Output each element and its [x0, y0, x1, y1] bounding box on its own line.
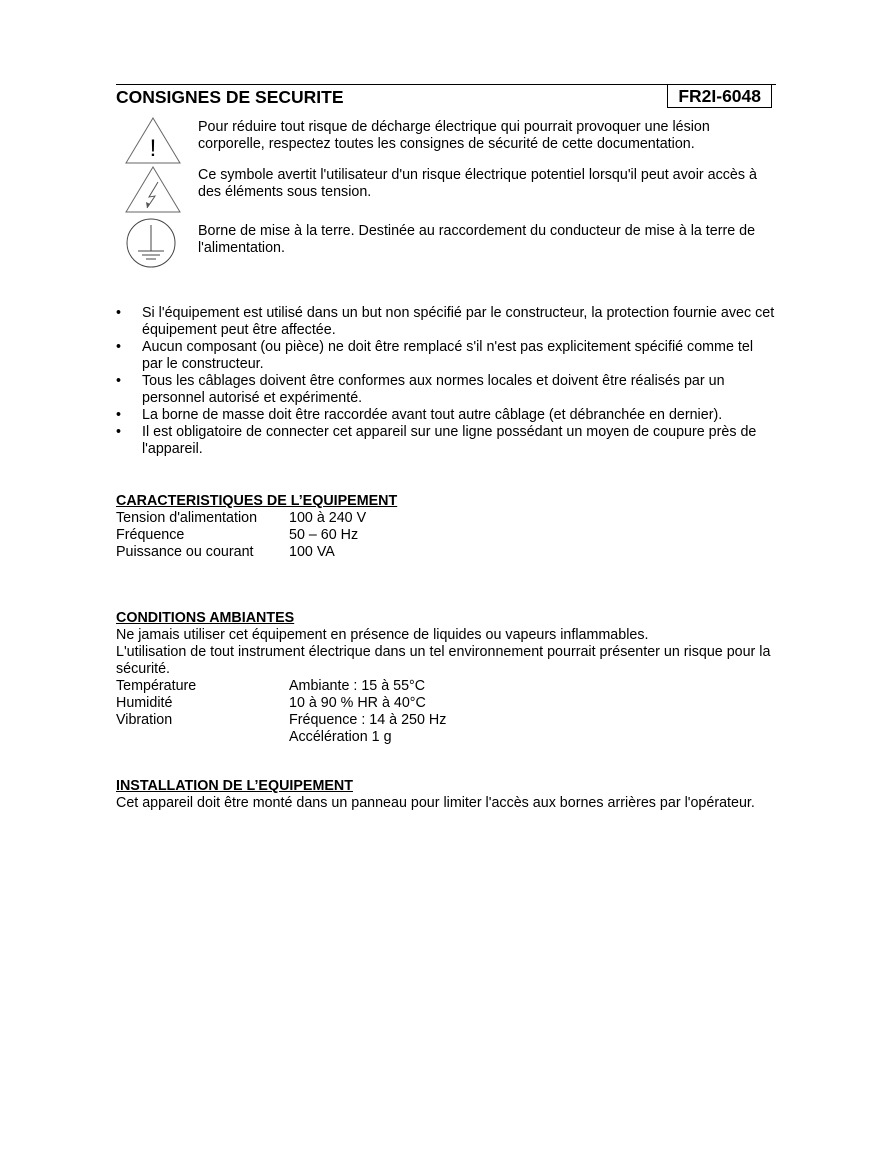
- document-page: [116, 84, 776, 811]
- paragraph: L'utilisation de tout instrument électrique dans un tel environnement pourrait présenter un risque pour la sécurité.: [116, 644, 771, 677]
- condition-row: Accélération 1 g: [289, 729, 392, 745]
- earth-ground-icon: [125, 217, 179, 273]
- electric-shock-text: Ce symbole avertit l'utilisateur d'un risque électrique potentiel lorsqu'il peut avoir accès à des éléments sous tension.: [198, 167, 757, 200]
- list-item: • Aucun composant (ou pièce) ne doit être remplacé s'il n'est pas explicitement spécifié comme tel par le constructeur.: [116, 339, 753, 372]
- paragraph: Ne jamais utiliser cet équipement en présence de liquides ou vapeurs inflammables.: [116, 627, 649, 643]
- condition-row: Température Ambiante : 15 à 55°C: [116, 678, 426, 694]
- list-item: • Si l'équipement est utilisé dans un but non spécifié par le constructeur, la protection fournie avec cet équipement peut être affectée.: [116, 305, 775, 338]
- condition-row: Vibration Fréquence : 14 à 250 Hz: [116, 712, 447, 728]
- list-item: • Il est obligatoire de connecter cet appareil sur une ligne possédant un moyen de coupure près de l'appareil.: [116, 424, 757, 457]
- page-header: [116, 84, 776, 109]
- earth-ground-text: Borne de mise à la terre. Destinée au raccordement du conducteur de mise à la terre de l'alimentation.: [198, 223, 756, 256]
- page-title: CONSIGNES DE SECURITE: [116, 87, 344, 107]
- spec-row: Fréquence 50 – 60 Hz: [116, 527, 359, 543]
- list-item: • La borne de masse doit être raccordée avant tout autre câblage (et débranchée en dernier).: [116, 407, 723, 423]
- conditions-section: [116, 610, 776, 746]
- svg-text:!: !: [149, 135, 157, 162]
- spec-row: Puissance ou courant 100 VA: [116, 544, 335, 560]
- electric-shock-icon: [124, 165, 182, 219]
- safety-symbols: [116, 119, 776, 279]
- warning-text: Pour réduire tout risque de décharge électrique qui pourrait provoquer une lésion corporelle, respectez toutes les consignes de sécurité de cette documentation.: [198, 119, 710, 152]
- section-heading: INSTALLATION DE L’EQUIPEMENT: [116, 778, 353, 794]
- list-item: • Tous les câblages doivent être conformes aux normes locales et doivent être réalisés par un personnel autorisé et expérimenté.: [116, 373, 725, 406]
- warning-icon: [124, 116, 182, 170]
- document-reference: FR2I-6048: [667, 85, 772, 108]
- spec-row: Tension d'alimentation 100 à 240 V: [116, 510, 367, 526]
- section-heading: CONDITIONS AMBIANTES: [116, 610, 295, 626]
- characteristics-section: [116, 493, 776, 561]
- safety-bullet-list: [116, 305, 776, 458]
- section-heading: CARACTERISTIQUES DE L’EQUIPEMENT: [116, 493, 398, 509]
- condition-row: Humidité 10 à 90 % HR à 40°C: [116, 695, 426, 711]
- installation-section: [116, 778, 776, 812]
- paragraph: Cet appareil doit être monté dans un panneau pour limiter l'accès aux bornes arrières par l'opérateur.: [116, 795, 755, 811]
